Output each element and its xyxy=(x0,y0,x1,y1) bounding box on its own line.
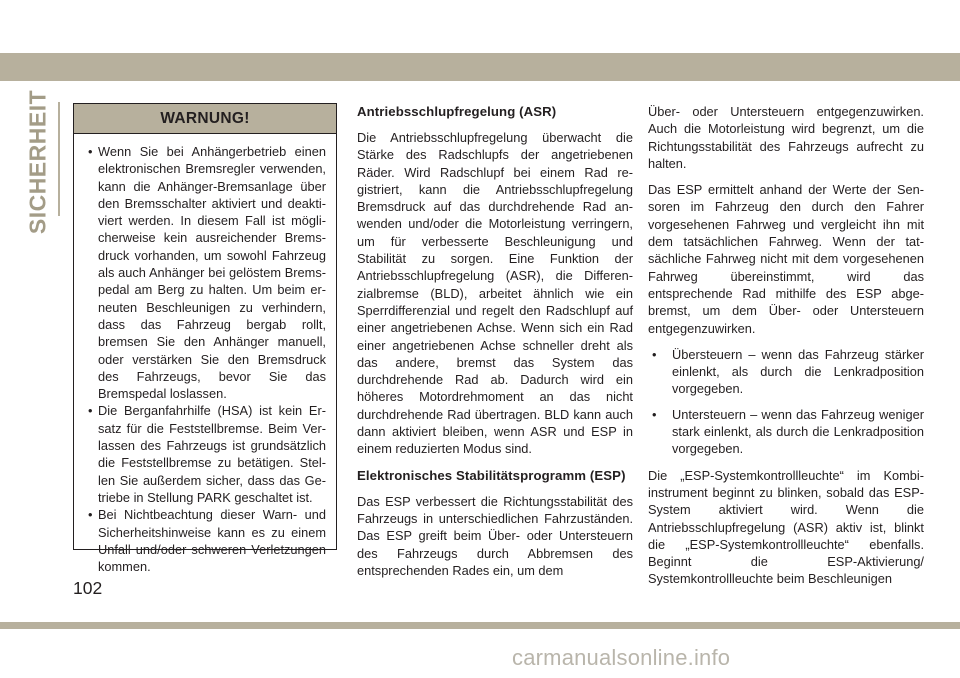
list-item: • Übersteuern – wenn das Fahrzeug stärker einlenkt, als durch die Lenkradposition vorgegeben. xyxy=(648,346,924,398)
warning-title: WARNUNG! xyxy=(74,104,336,134)
paragraph: Das ESP ermittelt anhand der Werte der Sensoren im Fahrzeug den durch den Fahrer vorgesehenen Fahrweg und vergleicht ihn mit dem tatsächlichen Fahrweg. Wenn der tatsächliche Fahrweg nicht mit dem vorgesehenen Fahrweg übereinstimmt, wird das entsprechende Rad mithilfe des ESP abgebremst, um dem Über- oder Untersteuern entgegenzuwirken. xyxy=(648,182,924,336)
steering-list xyxy=(648,346,924,458)
warning-item: • Wenn Sie bei Anhängerbetrieb einen elektronischen Bremsregler verwenden, kann die Anhänger-Bremsanlage über den Bremsschalter aktiviert und deaktiviert werden. In diesem Fall ist möglicherweise kein ausreichender Bremsdruck vorhanden, um sowohl Fahrzeug als auch Anhänger bei gelöstem Bremspedal am Berg zu halten. Um beim erneuten Beschleunigen zu verhindern, dass das Fahrzeug bergab rollt, bremsen Sie den Anhänger manuell, oder verstärken Sie den Bremsdruck des Fahrzeugs, bevor Sie das Bremspedal loslassen. xyxy=(88,143,326,402)
page-number: 102 xyxy=(73,578,103,598)
section-tab xyxy=(20,89,56,235)
paragraph: Über- oder Untersteuern entgegenzuwirken. Auch die Motorleistung wird begrenzt, um die Richtungsstabilität des Fahrzeugs aufrecht zu halten. xyxy=(648,104,924,171)
bottom-band xyxy=(0,622,960,629)
top-band xyxy=(0,53,960,81)
paragraph: Die „ESP-Systemkontrollleuchte“ im Kombiinstrument beginnt zu blinken, sobald das ESP-System aktiviert wird. Wenn die Antriebsschlupfregelung (ASR) aktiv ist, blinkt die „ESP-Systemkontrollleuchte“ ebenfalls. Beginnt die ESP-Aktivierung/ Systemkontrollleuchte beim Beschleunigen xyxy=(648,467,924,587)
warning-box xyxy=(73,103,337,575)
warning-list xyxy=(74,134,336,575)
paragraph: Das ESP verbessert die Richtungsstabilität des Fahrzeugs in unterschiedlichen Fahrzuständen. Das ESP greift beim Über- oder Untersteuern des Fahrzeugs durch Abbremsen des entsprechenden Rades ein, um dem xyxy=(357,493,633,578)
heading-esp: Elektronisches Stabilitätsprogramm (ESP) xyxy=(357,467,626,483)
heading-asr: Antriebsschlupfregelung (ASR) xyxy=(357,104,557,119)
section-tab-label: SICHERHEIT xyxy=(24,89,51,235)
text-column-right xyxy=(648,103,924,597)
list-item: • Untersteuern – wenn das Fahrzeug weniger stark einlenkt, als durch die Lenkradposition vorgegeben. xyxy=(648,406,924,458)
watermark-text: carmanualsonline.info xyxy=(512,645,731,670)
section-tab-rule xyxy=(58,102,60,216)
paragraph: Die Antriebsschlupfregelung überwacht die Stärke des Radschlupfs der angetriebenen Räder. Wird Radschlupf bei einem Rad registriert, kann die Antriebsschlupfregelung Bremsdruck auf das durchdrehende Rad anwenden und/oder die Motorleistung verringern, um für verbesserte Beschleunigung und Stabilität zu sorgen. Eine Funktion der Antriebsschlupfregelung (ASR), die Differenzialbremse (BLD), arbeitet ähnlich wie ein Sperrdifferenzial und regelt den Radschlupf auf einer angetriebenen Achse. Wenn sich ein Rad einer angetriebenen Achse schneller dreht als das andere, bremst das System das durchdrehende Rad ab. Dadurch wird ein höheres Motordrehmoment an das nicht durchdrehende Rad übertragen. BLD kann auch dann aktiviert bleiben, wenn ASR und ESP in einem reduzierten Modus sind. xyxy=(357,130,633,457)
warning-item: • Bei Nichtbeachtung dieser Warn- und Sicherheitshinweise kann es zu einem Unfall und/oder schweren Verletzungen kommen. xyxy=(88,506,326,575)
warning-item: • Die Berganfahrhilfe (HSA) ist kein Ersatz für die Feststellbremse. Beim Verlassen des Fahrzeugs ist grundsätzlich die Feststellbremse zu betätigen. Stellen Sie außerdem sicher, dass das Getriebe in Stellung PARK geschaltet ist. xyxy=(88,402,326,506)
text-column-middle xyxy=(357,103,633,588)
